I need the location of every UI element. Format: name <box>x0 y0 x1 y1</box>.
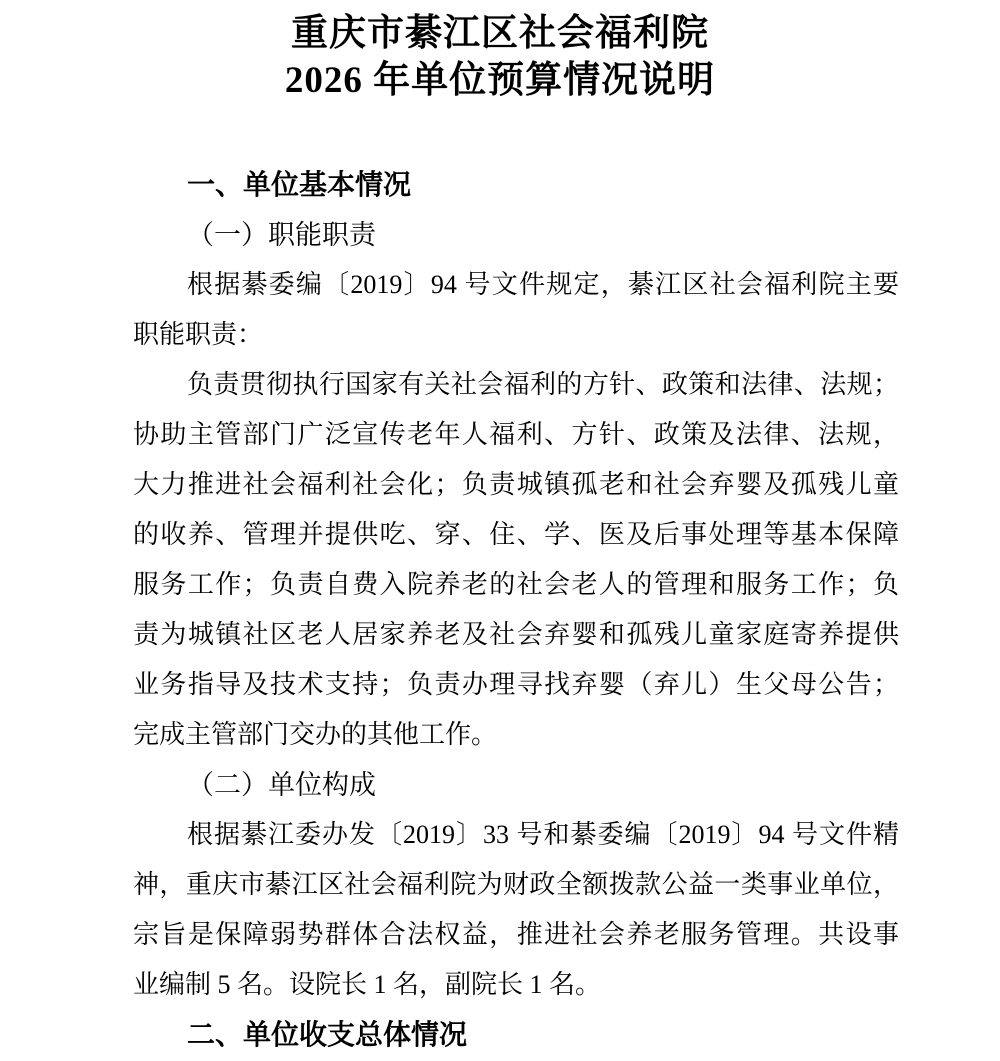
para-line: 职能职责： <box>133 320 264 349</box>
document-title <box>0 0 1000 104</box>
section-2-heading: 二、单位收支总体情况 <box>187 1019 468 1050</box>
para-line: 负责贯彻执行国家有关社会福利的方针、政策和法律、法规； <box>187 370 899 399</box>
para-line: 大力推进社会福利社会化；负责城镇孤老和社会弃婴及孤残儿童 <box>133 470 899 499</box>
para-line: 根据綦江委办发〔2019〕33 号和綦委编〔2019〕94 号文件精 <box>187 820 899 849</box>
document-body <box>133 160 899 1060</box>
para-line: 责为城镇社区老人居家养老及社会弃婴和孤残儿童家庭寄养提供 <box>133 620 899 649</box>
section-1-heading: 一、单位基本情况 <box>187 169 412 200</box>
para-line: 业务指导及技术支持；负责办理寻找弃婴（弃儿）生父母公告； <box>133 670 899 699</box>
subsection-1-2-heading: （二）单位构成 <box>187 770 376 800</box>
document-title-line-2: 2026 年单位预算情况说明 <box>284 60 716 101</box>
para-line: 服务工作；负责自费入院养老的社会老人的管理和服务工作；负 <box>133 570 899 599</box>
para-line: 业编制 5 名。设院长 1 名，副院长 1 名。 <box>133 970 602 999</box>
para-line: 的收养、管理并提供吃、穿、住、学、医及后事处理等基本保障 <box>133 520 899 549</box>
para-line: 根据綦委编〔2019〕94 号文件规定，綦江区社会福利院主要 <box>187 270 899 299</box>
para-line: 完成主管部门交办的其他工作。 <box>133 720 498 749</box>
para-line: 神，重庆市綦江区社会福利院为财政全额拨款公益一类事业单位， <box>133 870 899 899</box>
subsection-1-1-heading: （一）职能职责 <box>187 220 376 250</box>
para-line: 协助主管部门广泛宣传老年人福利、方针、政策及法律、法规， <box>133 420 899 449</box>
para-line: 宗旨是保障弱势群体合法权益，推进社会养老服务管理。共设事 <box>133 920 899 949</box>
document-title-line-1: 重庆市綦江区社会福利院 <box>291 13 709 54</box>
